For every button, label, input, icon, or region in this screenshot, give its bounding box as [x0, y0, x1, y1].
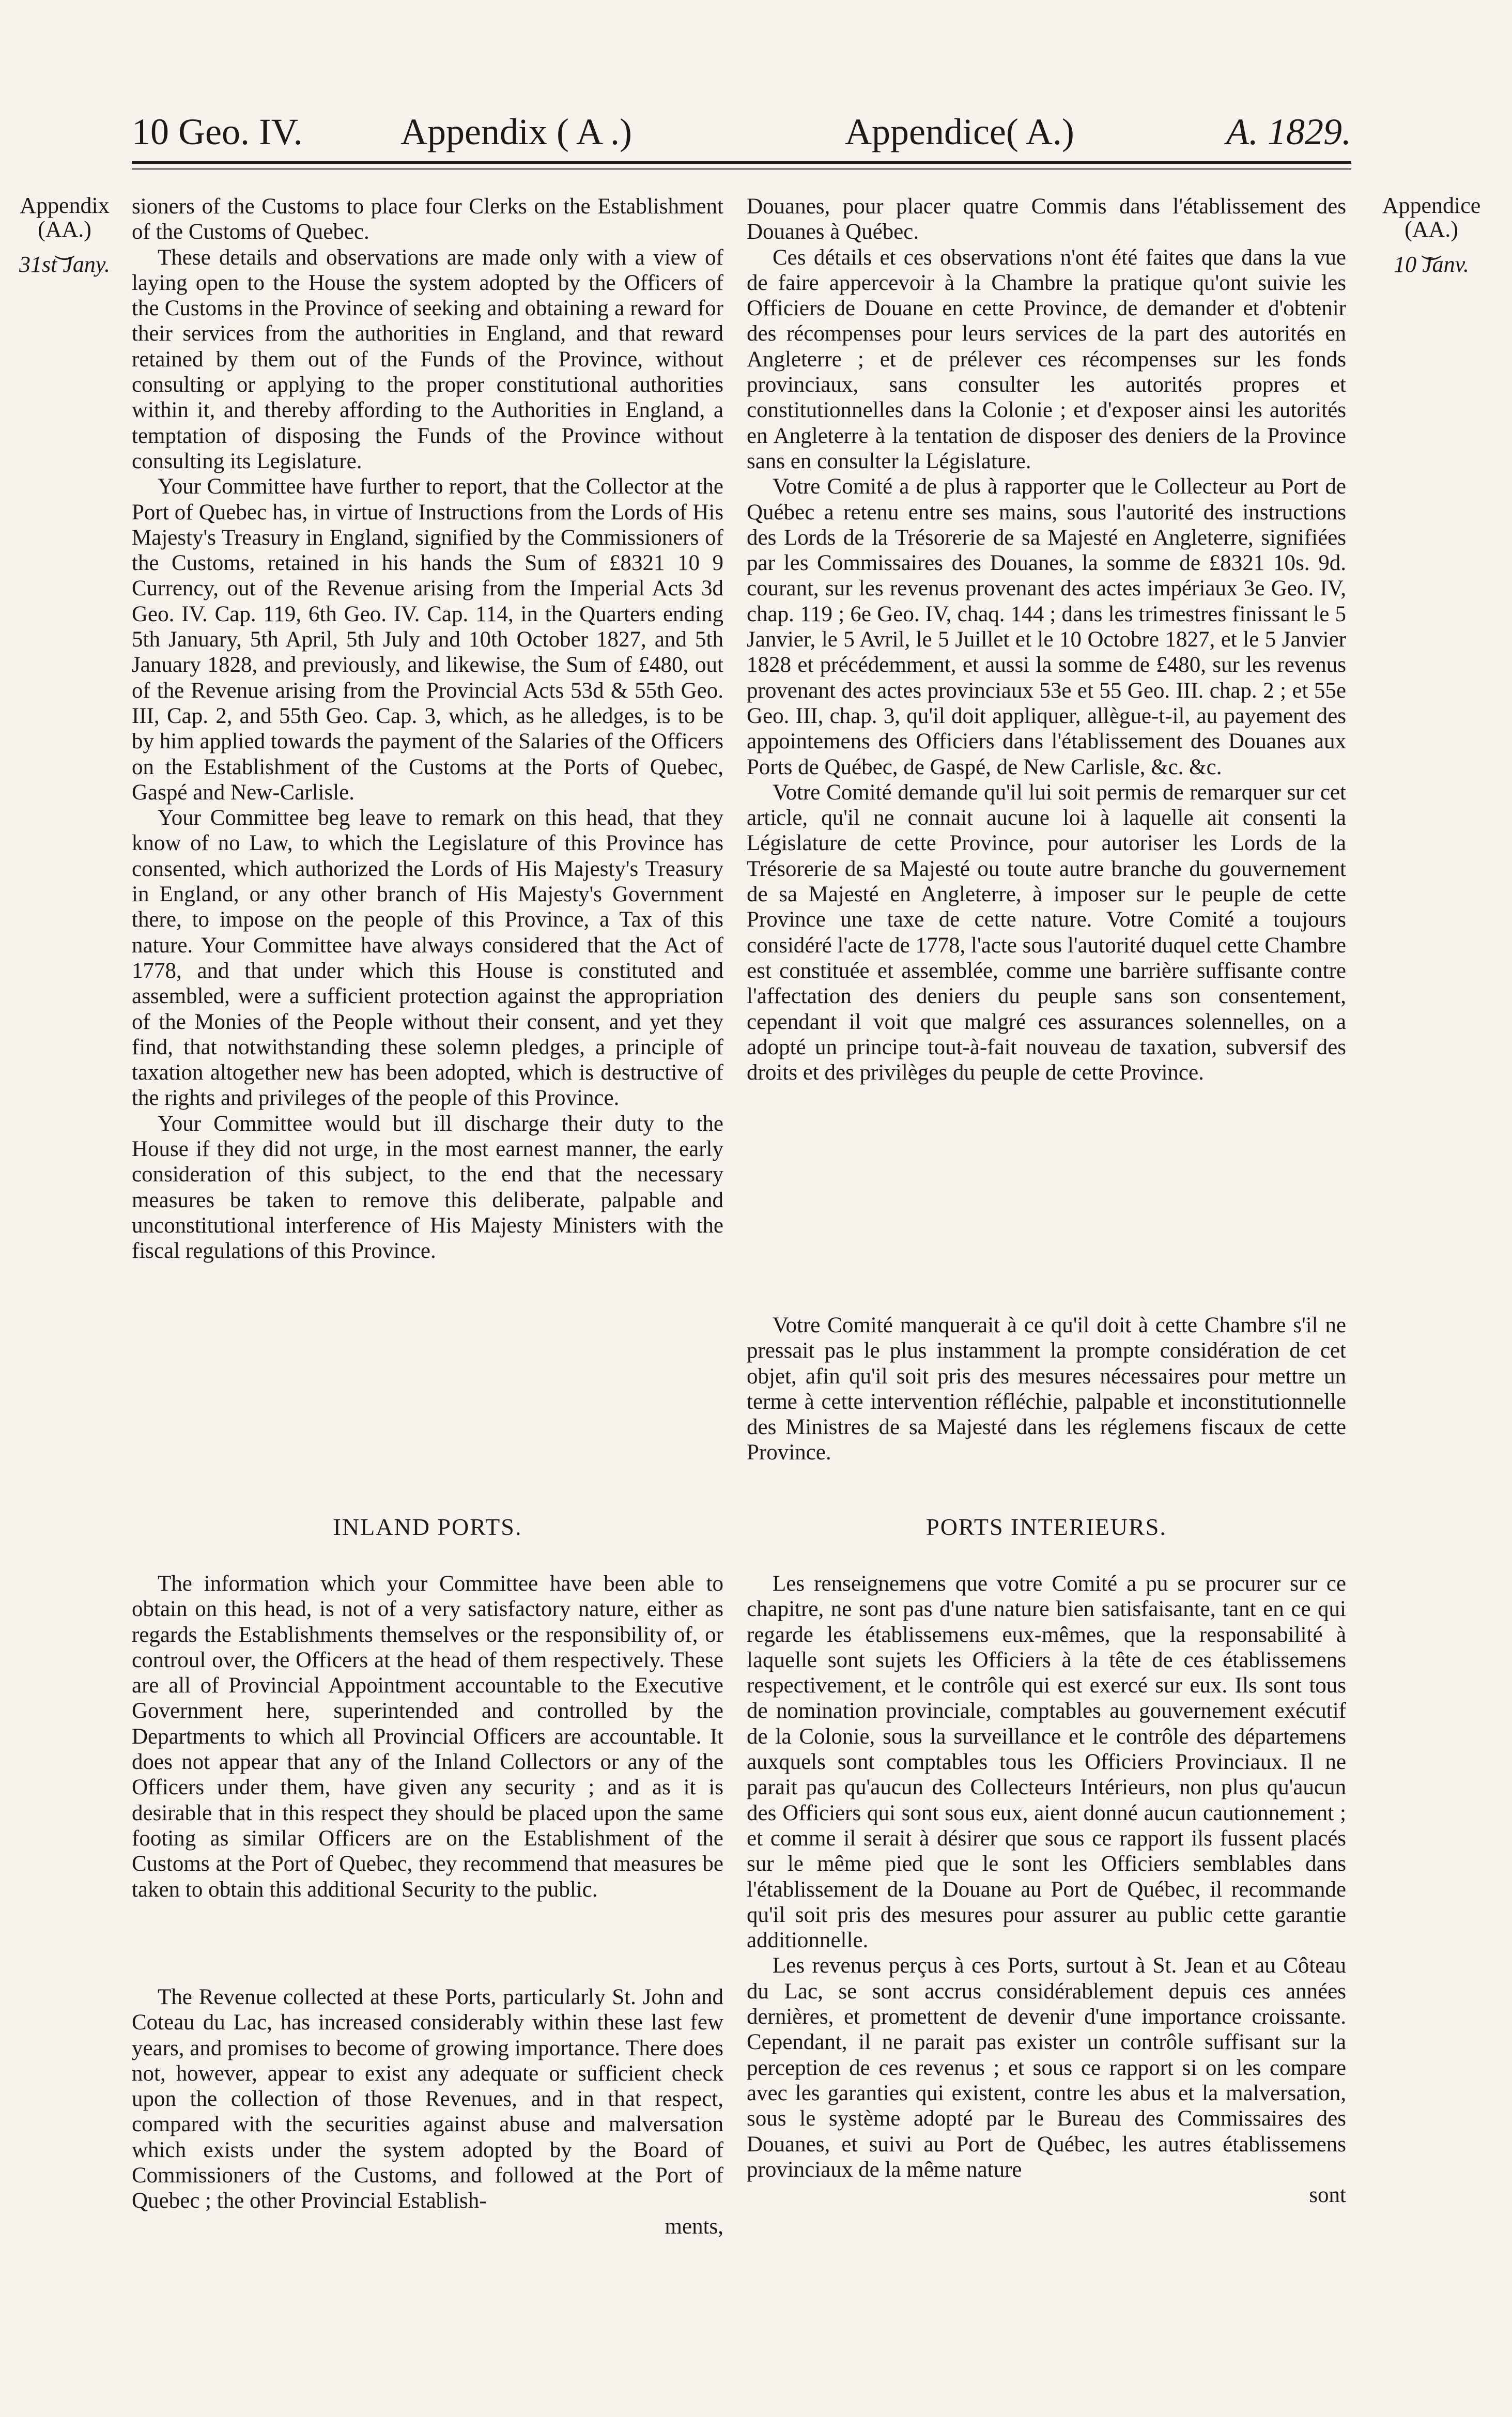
french-column: [747, 0, 1346, 2417]
english-inland-section: [132, 1571, 723, 1902]
left-margin-note: [10, 194, 119, 276]
header-appendix-french: Appendice( A.): [845, 111, 1074, 152]
brace-ornament-icon: ⏝: [54, 235, 75, 258]
header-year: A. 1829.: [1226, 111, 1351, 152]
paragraph: sioners of the Customs to place four Clerks on the Establishment of the Customs of Quebec.: [132, 194, 723, 244]
margin-appendix-label: Appendix: [20, 193, 110, 218]
paragraph: Les revenus perçus à ces Ports, surtout à St. Jean et au Côteau du Lac, se sont accrus considérablement depuis ces années dernières, et promettent de devenir d'une importance croissante. Cependant, il ne parait pas exister un contrôle suffisant sur la perception de ces revenus ; et sous ce rapport si on les compare avec les garanties qui existent, contre les abus et la malversation, sous le système adopté par le Bureau des Commissaires des Douanes, et suivi au Port de Québec, les autres établissemens provinciaux de la même nature: [747, 1953, 1346, 2182]
paragraph: Your Committee would but ill discharge their duty to the House if they did not urge, in the most earnest manner, the early consideration of this subject, to the end that the necessary measures be taken to remove this deliberate, palpable and unconstitutional interference of His Majesty Ministers with the fiscal regulations of this Province.: [132, 1111, 723, 1264]
french-upper-section: [747, 194, 1346, 1085]
paragraph: Votre Comité a de plus à rapporter que le Collecteur au Port de Québec a retenu entre ses mains, sous l'autorité des instructions des Lords de la Trésorerie de sa Majesté en Angleterre, signifiées par les Commissaires des Douanes, la somme de £8321 10s. 9d. courant, sur les revenus provenant des actes impériaux 3e Geo. IV, chap. 119 ; 6e Geo. IV, chaq. 144 ; dans les trimestres finissant le 5 Janvier, le 5 Avril, le 5 Juillet et le 10 Octobre 1827, et le 5 Janvier 1828 et précédemment, et aussi la somme de £480, sur les revenus provenant des actes provinciaux 53e et 55 Geo. III. chap. 2 ; et 55e Geo. III, chap. 3, qu'il doit appliquer, allègue-t-il, au payement des appointemens des Officiers dans l'établissement des Douanes aux Ports de Québec, de Gaspé, de New Carlisle, &c. &c.: [747, 474, 1346, 779]
french-urge-section: [747, 1313, 1346, 1466]
margin-date: 31st Jany.: [19, 252, 110, 277]
margin-date: 10 Janv.: [1394, 252, 1469, 277]
margin-appendix-label: Appendice: [1382, 193, 1481, 218]
paragraph: Douanes, pour placer quatre Commis dans l'établissement des Douanes à Québec.: [747, 194, 1346, 244]
paragraph: Les renseignemens que votre Comité a pu se procurer sur ce chapitre, ne sont pas d'une nature bien satisfaisante, tant en ce qui regarde les établissemens eux-mêmes, que la responsabilité à laquelle sont sujets les Officiers à la tête de ces établissemens respectivement, et le contrôle qui est exercé sur eux. Ils sont tous de nomination provinciale, comptables au gouvernement exécutif de la Colonie, sous la surveillance et le contrôle des départemens auxquels sont comptables tous les Officiers Provinciaux. Il ne parait pas qu'aucun des Collecteurs Intérieurs, non plus qu'aucun des Officiers qui sont sous eux, aient donné aucun cautionnement ; et comme il serait à désirer que sous ce rapport ils fussent placés sur le même pied que le sont les Officiers semblables dans l'établissement de la Douane au Port de Québec, il recommande qu'il soit pris des mesures pour assurer au public cette garantie additionnelle.: [747, 1572, 1346, 1953]
french-inland-section: [747, 1571, 1346, 2208]
brace-ornament-icon: ⏝: [1421, 235, 1442, 258]
paragraph: Ces détails et ces observations n'ont été faites que dans la vue de faire appercevoir à la Chambre la pratique qu'ont suivie les Officiers de Douane en cette Province, de demander et d'obtenir des récompenses pour leurs services de la part des autorités en Angleterre ; et de prélever ces récompenses sur les fonds provinciaux, sans consulter les autorités propres et constitutionnelles dans la Colonie ; et d'exposer ainsi les autorités en Angleterre à la tentation de disposer des deniers de la Province sans en consulter la Législature.: [747, 245, 1346, 473]
paragraph: The Revenue collected at these Ports, particularly St. John and Coteau du Lac, has increased considerably within these last few years, and promises to become of growing importance. There does not, however, appear to exist any adequate or sufficient check upon the collection of those Revenues, and in that respect, compared with the securities against abuse and malversation which exists under the system adopted by the Board of Commissioners of the Customs, and followed at the Port of Quebec ; the other Provincial Establish-: [132, 1985, 723, 2213]
section-heading: INLAND PORTS.: [333, 1514, 522, 1540]
catchword: ments,: [665, 2214, 723, 2239]
paragraph: Votre Comité manquerait à ce qu'il doit à cette Chambre s'il ne pressait pas le plus instamment la prompte considération de cet objet, afin qu'il soit pris des mesures nécessaires pour mettre un terme à cette intervention réfléchie, palpable et inconstitutionnelle des Ministres de sa Majesté dans les réglemens fiscaux de cette Province.: [747, 1313, 1346, 1465]
paragraph: Votre Comité demande qu'il lui soit permis de remarquer sur cet article, qu'il ne connait aucune loi à laquelle ait consenti la Législature de cette Province, pour autoriser les Lords de la Trésorerie de sa Majesté ou toute autre branche du gouvernement de sa Majesté en Angleterre, à imposer sur le peuple de cette Province une taxe de cette nature. Votre Comité a toujours considéré l'acte de 1778, l'acte sous l'autorité duquel cette Chambre est constituée et assemblée, comme une barrière suffisante contre l'affectation des deniers du peuple sans son consentement, cependant il voit que malgré ces assurances solennelles, on a adopté un principe tout-à-fait nouveau de taxation, subversif des droits et des privilèges du peuple de cette Province.: [747, 780, 1346, 1085]
paragraph: Your Committee beg leave to remark on this head, that they know of no Law, to which the Legislature of this Province has consented, which authorized the Lords of His Majesty's Treasury in England, or any other branch of His Majesty's Government there, to impose on the people of this Province, a Tax of this nature. Your Committee have always considered that the Act of 1778, and that under which this House is constituted and assembled, were a sufficient protection against the appropriation of the Monies of the People without their consent, and yet they find, that notwithstanding these solemn pledges, a principle of taxation altogether new has been adopted, which is destructive of the rights and privileges of the people of this Province.: [132, 806, 723, 1111]
margin-appendix-code: (AA.): [1405, 217, 1458, 242]
english-column: [132, 0, 723, 2417]
header-regnal-year: 10 Geo. IV.: [132, 111, 303, 152]
margin-appendix-code: (AA.): [38, 217, 91, 242]
right-margin-note: [1362, 194, 1501, 276]
paragraph: The information which your Committee have been able to obtain on this head, is not of a very satisfactory nature, either as regards the Establishments themselves or the responsibility of, or controul over, the Officers at the head of them respectively. These are all of Provincial Appointment accountable to the Executive Government here, superintended and controlled by the Departments to which all Provincial Officers are accountable. It does not appear that any of the Inland Collectors or any of the Officers under them, have given any security ; and as it is desirable that in this respect they should be placed upon the same footing as similar Officers are on the Establishment of the Customs at the Port of Quebec, they recommend that measures be taken to obtain this additional Security to the public.: [132, 1572, 723, 1902]
english-upper-section: [132, 194, 723, 1264]
header-appendix-english: Appendix ( A .): [400, 111, 632, 152]
paragraph: These details and observations are made only with a view of laying open to the House the system adopted by the Officers of the Customs in the Province of seeking and obtaining a reward for their services from the authorities in England, and that reward retained by them out of the Funds of the Province, without consulting or applying to the proper constitutional authorities within it, and thereby affording to the Authorities in England, a temptation of disposing the Funds of the Province without consulting its Legislature.: [132, 245, 723, 473]
paragraph: Your Committee have further to report, that the Collector at the Port of Quebec has, in virtue of Instructions from the Lords of His Majesty's Treasury in England, signified by the Commissioners of the Customs, retained in his hands the Sum of £8321 10 9 Currency, out of the Revenue arising from the Imperial Acts 3d Geo. IV. Cap. 119, 6th Geo. IV. Cap. 114, in the Quarters ending 5th January, 5th April, 5th July and 10th October 1827, and 5th January 1828, and previously, and likewise, the Sum of £480, out of the Revenue arising from the Provincial Acts 53d & 55th Geo. III, Cap. 2, and 55th Geo. Cap. 3, which, as he alledges, is to be by him applied towards the payment of the Salaries of the Officers on the Establishment of the Customs at the Ports of Quebec, Gaspé and New-Carlisle.: [132, 474, 723, 805]
section-heading: PORTS INTERIEURS.: [926, 1514, 1167, 1540]
english-revenue-section: [132, 1984, 723, 2239]
catchword: sont: [1309, 2183, 1346, 2208]
